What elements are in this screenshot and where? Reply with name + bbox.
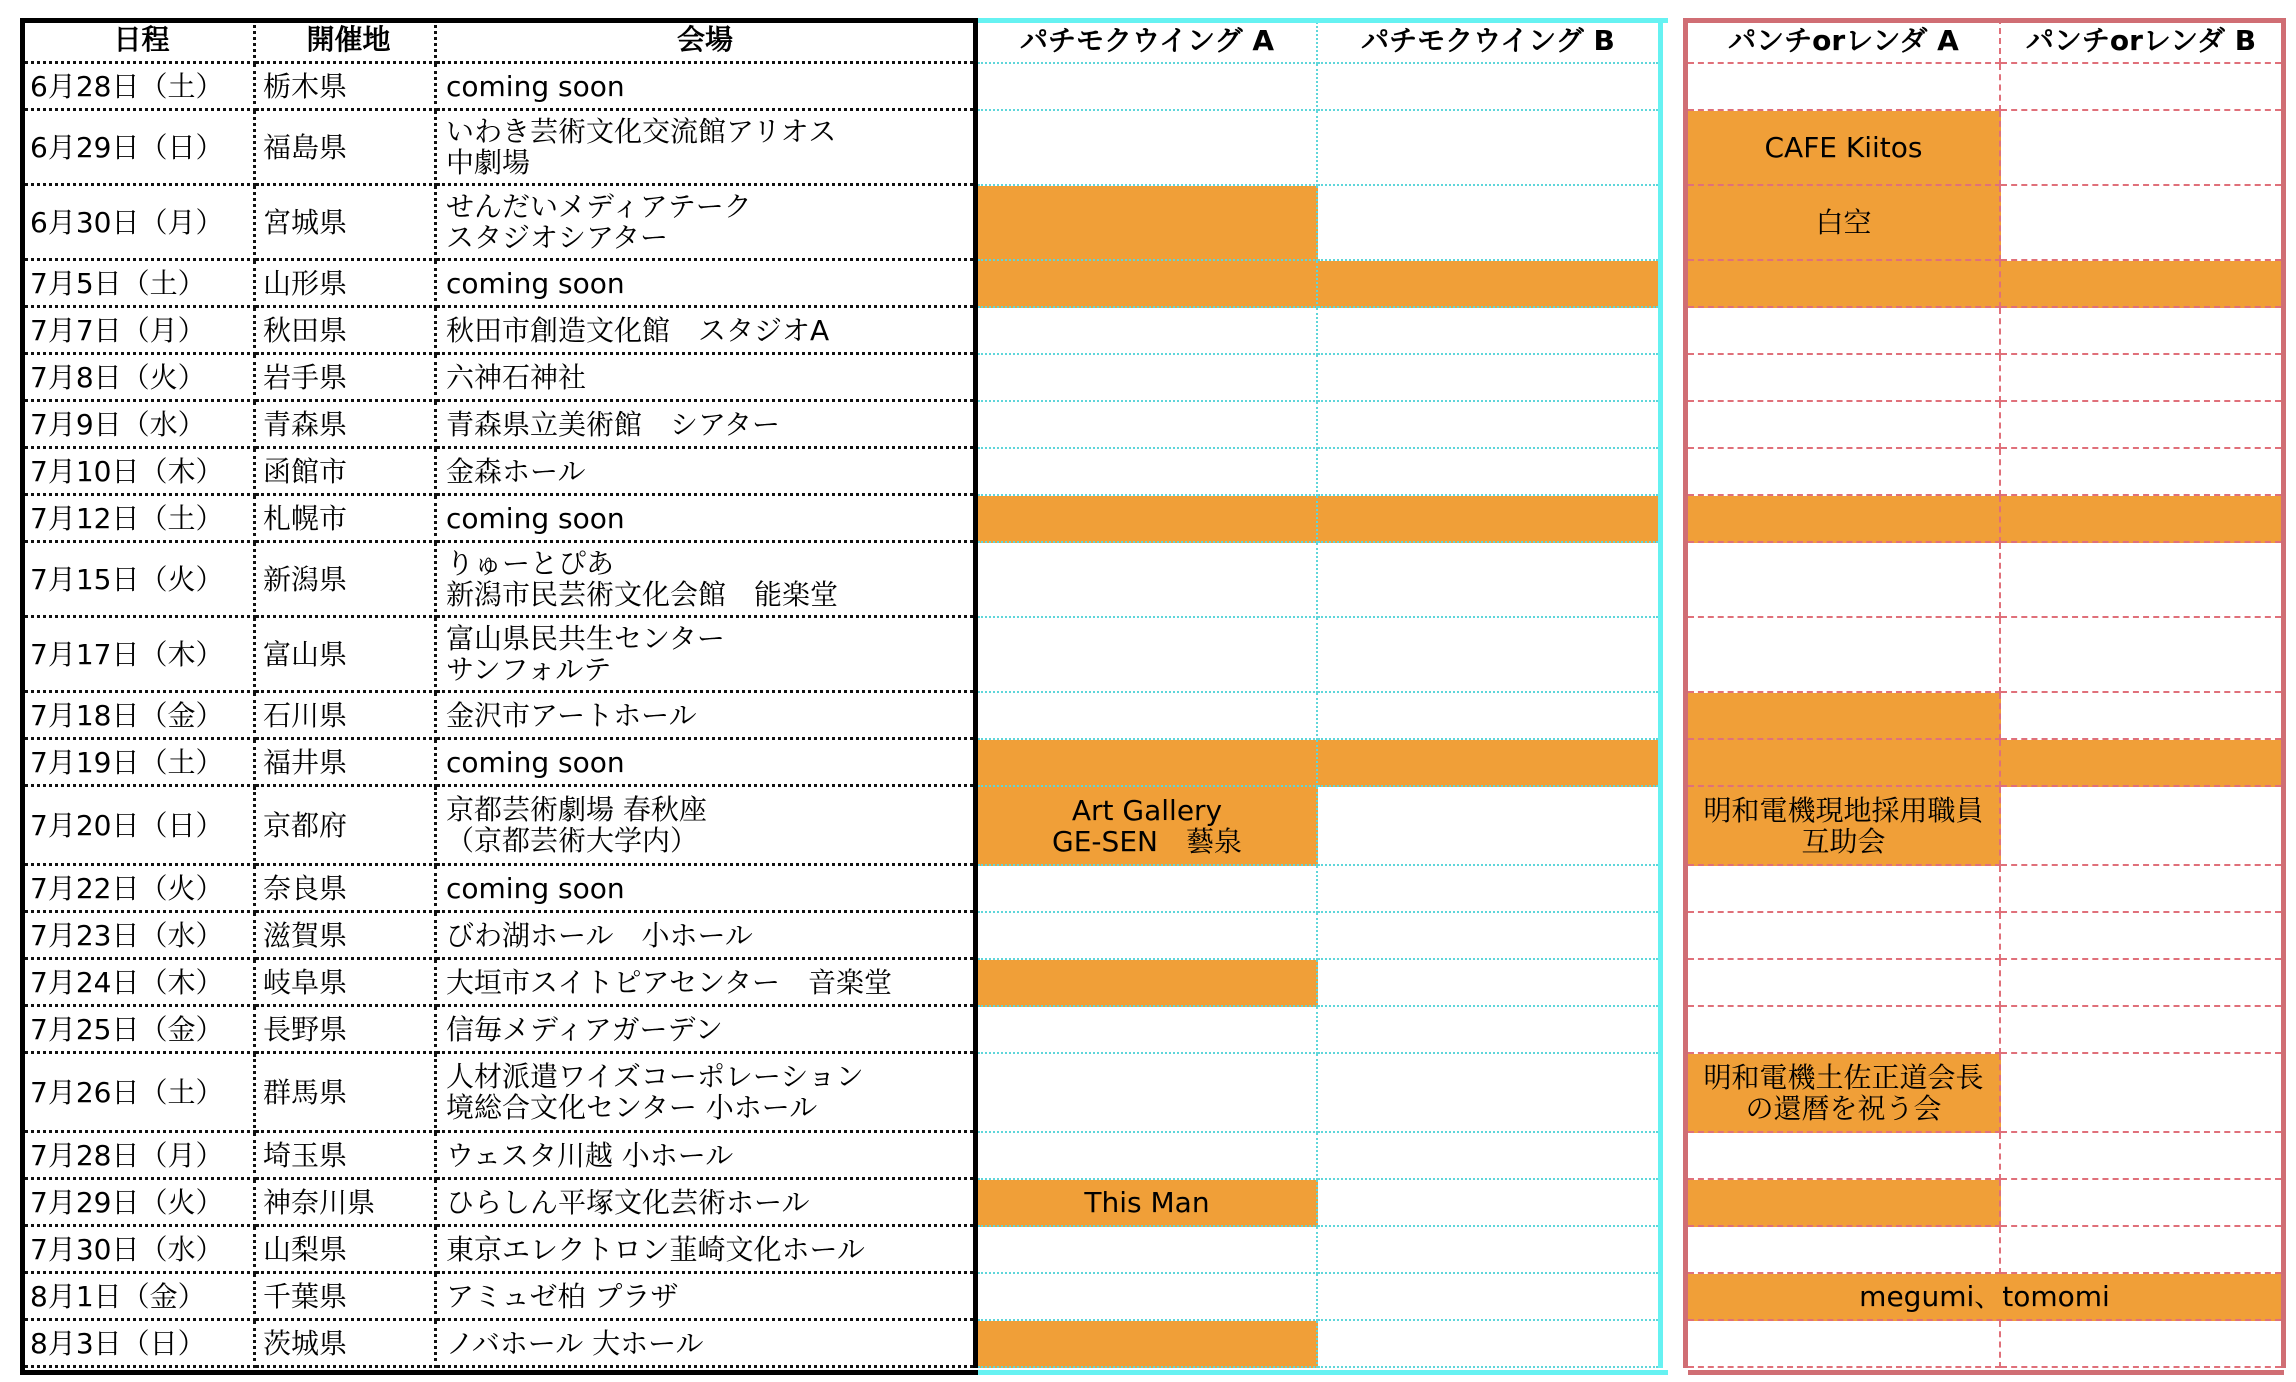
divider-punch-right (2281, 18, 2286, 1368)
row-venue-text: りゅーとぴあ 新潟市民芸術文化会館 能楽堂 (446, 547, 839, 611)
header-prefecture: 開催地 (256, 18, 437, 64)
row-venue (437, 355, 973, 402)
pachimoku-b-cell (1318, 1274, 1658, 1321)
row-venue-text: 六神石神社 (446, 360, 587, 394)
row-date: 7月28日（月） (20, 1133, 256, 1180)
row-prefecture: 京都府 (256, 787, 437, 866)
pachimoku-b-cell (1318, 64, 1658, 111)
row-venue-text: 京都芸術劇場 春秋座 （京都芸術大学内） (446, 793, 707, 857)
pachimoku-b-cell (1318, 740, 1658, 787)
pachimoku-a-cell (978, 693, 1318, 740)
punch-a-cell (1688, 496, 2001, 543)
row-date: 7月24日（木） (20, 960, 256, 1007)
row-date: 7月22日（火） (20, 866, 256, 913)
row-prefecture: 神奈川県 (256, 1180, 437, 1227)
frame-top-main (20, 18, 978, 23)
pachimoku-b-cell (1318, 693, 1658, 740)
row-venue (437, 402, 973, 449)
pachimoku-a-cell (978, 449, 1318, 496)
pachimoku-a-cell (978, 866, 1318, 913)
punch-b-cell (2001, 960, 2281, 1007)
punch-a-cell (1688, 1007, 2001, 1054)
row-venue (437, 866, 973, 913)
pachimoku-b-cell (1318, 1321, 1658, 1368)
row-venue (437, 111, 973, 186)
row-venue (437, 1274, 973, 1321)
row-venue-text: 大垣市スイトピアセンター 音楽堂 (446, 965, 893, 999)
row-venue (437, 1054, 973, 1133)
row-prefecture: 新潟県 (256, 543, 437, 618)
row-venue (437, 740, 973, 787)
frame-bottom-punch (1688, 1370, 2284, 1375)
punch-a-cell (1688, 1321, 2001, 1368)
frame-bottom-main (20, 1370, 978, 1375)
row-date: 7月23日（水） (20, 913, 256, 960)
frame-bottom-pachimoku (978, 1370, 1668, 1375)
row-prefecture: 岩手県 (256, 355, 437, 402)
row-date: 7月19日（土） (20, 740, 256, 787)
row-venue-text: 金森ホール (446, 454, 586, 488)
punch-a-cell: 明和電機現地採用職員 互助会 (1688, 787, 2001, 866)
punch-a-cell (1688, 543, 2001, 618)
pachimoku-a-cell: This Man (978, 1180, 1318, 1227)
punch-a-cell (1688, 740, 2001, 787)
row-venue (437, 1133, 973, 1180)
pachimoku-b-cell (1318, 402, 1658, 449)
row-venue-text: アミュゼ柏 プラザ (446, 1279, 679, 1313)
pachimoku-b-cell (1318, 960, 1658, 1007)
pachimoku-a-cell (978, 402, 1318, 449)
row-date: 7月5日（土） (20, 261, 256, 308)
pachimoku-b-cell (1318, 787, 1658, 866)
punch-b-cell (2001, 1180, 2281, 1227)
row-venue (437, 449, 973, 496)
row-venue (437, 913, 973, 960)
row-venue-text: 富山県民共生センター サンフォルテ (446, 622, 725, 686)
punch-b-cell (2001, 261, 2281, 308)
punch-a-cell (1688, 1180, 2001, 1227)
row-prefecture: 石川県 (256, 693, 437, 740)
row-venue-text: びわ湖ホール 小ホール (446, 918, 753, 952)
row-date: 7月8日（火） (20, 355, 256, 402)
row-venue-text: 青森県立美術館 シアター (446, 407, 781, 441)
row-prefecture: 函館市 (256, 449, 437, 496)
row-date: 7月18日（金） (20, 693, 256, 740)
row-prefecture: 秋田県 (256, 308, 437, 355)
punch-b-cell (2001, 543, 2281, 618)
row-venue-text: ノバホール 大ホール (446, 1326, 704, 1360)
row-venue-text: ウェスタ川越 小ホール (446, 1138, 734, 1172)
punch-a-cell (1688, 1133, 2001, 1180)
row-prefecture: 福島県 (256, 111, 437, 186)
punch-a-cell (1688, 913, 2001, 960)
header-punch-a: パンチorレンダ A (1688, 18, 2001, 64)
pachimoku-a-cell (978, 261, 1318, 308)
punch-a-cell (1688, 1227, 2001, 1274)
row-venue-text: ひらしん平塚文化芸術ホール (446, 1185, 810, 1219)
row-venue (437, 64, 973, 111)
row-venue (437, 618, 973, 693)
pachimoku-a-cell (978, 355, 1318, 402)
punch-ab-cell: megumi、tomomi (1688, 1274, 2281, 1321)
row-prefecture: 富山県 (256, 618, 437, 693)
pachimoku-a-cell (978, 913, 1318, 960)
pachimoku-a-cell (978, 543, 1318, 618)
punch-a-cell (1688, 618, 2001, 693)
row-date: 6月30日（月） (20, 186, 256, 261)
pachimoku-a-cell (978, 960, 1318, 1007)
row-prefecture: 茨城県 (256, 1321, 437, 1368)
header-punch-b: パンチorレンダ B (2001, 18, 2281, 64)
row-date: 7月30日（水） (20, 1227, 256, 1274)
row-venue (437, 1321, 973, 1368)
punch-a-cell (1688, 308, 2001, 355)
punch-b-cell (2001, 308, 2281, 355)
punch-a-cell (1688, 355, 2001, 402)
frame-top-punch (1688, 18, 2284, 23)
punch-b-cell (2001, 913, 2281, 960)
row-date: 7月10日（木） (20, 449, 256, 496)
row-date: 7月26日（土） (20, 1054, 256, 1133)
pachimoku-a-cell (978, 740, 1318, 787)
punch-a-cell: 白空 (1688, 186, 2001, 261)
punch-b-cell (2001, 1007, 2281, 1054)
row-date: 7月15日（火） (20, 543, 256, 618)
row-venue (437, 496, 973, 543)
punch-a-cell (1688, 449, 2001, 496)
row-prefecture: 宮城県 (256, 186, 437, 261)
header-venue: 会場 (437, 18, 973, 64)
pachimoku-b-cell (1318, 1227, 1658, 1274)
row-date: 6月28日（土） (20, 64, 256, 111)
row-venue-text: いわき芸術文化交流館アリオス 中劇場 (446, 115, 837, 179)
row-venue-text: 信毎メディアガーデン (446, 1012, 723, 1046)
punch-a-cell (1688, 693, 2001, 740)
punch-b-cell (2001, 111, 2281, 186)
row-date: 7月29日（火） (20, 1180, 256, 1227)
punch-b-cell (2001, 1321, 2281, 1368)
row-prefecture: 山梨県 (256, 1227, 437, 1274)
row-venue (437, 1007, 973, 1054)
row-prefecture: 札幌市 (256, 496, 437, 543)
row-date: 7月7日（月） (20, 308, 256, 355)
row-prefecture: 青森県 (256, 402, 437, 449)
punch-a-cell (1688, 866, 2001, 913)
pachimoku-b-cell (1318, 1054, 1658, 1133)
punch-a-cell: 明和電機土佐正道会長 の還暦を祝う会 (1688, 1054, 2001, 1133)
row-venue (437, 787, 973, 866)
pachimoku-b-cell (1318, 496, 1658, 543)
punch-b-cell (2001, 402, 2281, 449)
row-venue-text: 東京エレクトロン韮崎文化ホール (446, 1232, 865, 1266)
row-venue (437, 960, 973, 1007)
header-pachimoku-a: パチモクウイング A (978, 18, 1318, 64)
row-prefecture: 滋賀県 (256, 913, 437, 960)
pachimoku-b-cell (1318, 618, 1658, 693)
punch-a-cell: CAFE Kiitos (1688, 111, 2001, 186)
row-venue-text: coming soon (446, 501, 625, 535)
row-prefecture: 長野県 (256, 1007, 437, 1054)
row-date: 7月12日（土） (20, 496, 256, 543)
header-date: 日程 (20, 18, 256, 64)
punch-b-cell (2001, 787, 2281, 866)
punch-b-cell (2001, 186, 2281, 261)
punch-b-cell (2001, 1133, 2281, 1180)
pachimoku-a-cell (978, 496, 1318, 543)
pachimoku-a-cell (978, 1054, 1318, 1133)
pachimoku-b-cell (1318, 1133, 1658, 1180)
row-venue-text: coming soon (446, 871, 625, 905)
row-venue-text: coming soon (446, 266, 625, 300)
punch-b-cell (2001, 618, 2281, 693)
row-venue-text: せんだいメディアテーク スタジオシアター (446, 190, 752, 254)
row-prefecture: 岐阜県 (256, 960, 437, 1007)
row-prefecture: 埼玉県 (256, 1133, 437, 1180)
punch-b-cell (2001, 64, 2281, 111)
row-prefecture: 福井県 (256, 740, 437, 787)
punch-a-cell (1688, 960, 2001, 1007)
row-date: 8月3日（日） (20, 1321, 256, 1368)
row-venue-text: coming soon (446, 745, 625, 779)
row-venue (437, 261, 973, 308)
punch-a-cell (1688, 64, 2001, 111)
row-prefecture: 山形県 (256, 261, 437, 308)
row-prefecture: 奈良県 (256, 866, 437, 913)
pachimoku-b-cell (1318, 308, 1658, 355)
row-date: 7月20日（日） (20, 787, 256, 866)
row-venue (437, 1227, 973, 1274)
pachimoku-a-cell (978, 111, 1318, 186)
frame-top-pachimoku (978, 18, 1668, 23)
row-venue-text: coming soon (446, 69, 625, 103)
schedule-table (20, 18, 2284, 1375)
pachimoku-b-cell (1318, 261, 1658, 308)
punch-b-cell (2001, 1054, 2281, 1133)
pachimoku-a-cell (978, 1274, 1318, 1321)
pachimoku-a-cell (978, 64, 1318, 111)
row-venue (437, 543, 973, 618)
pachimoku-a-cell (978, 308, 1318, 355)
punch-b-cell (2001, 496, 2281, 543)
pachimoku-b-cell (1318, 355, 1658, 402)
pachimoku-a-cell (978, 1321, 1318, 1368)
divider-pachimoku-right (1658, 18, 1663, 1368)
punch-b-cell (2001, 449, 2281, 496)
pachimoku-b-cell (1318, 1007, 1658, 1054)
row-venue (437, 186, 973, 261)
row-date: 7月9日（水） (20, 402, 256, 449)
pachimoku-a-cell (978, 1227, 1318, 1274)
pachimoku-b-cell (1318, 913, 1658, 960)
row-date: 6月29日（日） (20, 111, 256, 186)
punch-b-cell (2001, 693, 2281, 740)
punch-b-cell (2001, 740, 2281, 787)
row-venue (437, 1180, 973, 1227)
punch-b-cell (2001, 1227, 2281, 1274)
pachimoku-a-cell (978, 1133, 1318, 1180)
pachimoku-b-cell (1318, 449, 1658, 496)
row-venue (437, 693, 973, 740)
row-date: 7月25日（金） (20, 1007, 256, 1054)
pachimoku-b-cell (1318, 186, 1658, 261)
pachimoku-b-cell (1318, 111, 1658, 186)
header-pachimoku-b: パチモクウイング B (1318, 18, 1658, 64)
pachimoku-b-cell (1318, 543, 1658, 618)
row-date: 8月1日（金） (20, 1274, 256, 1321)
pachimoku-a-cell (978, 1007, 1318, 1054)
row-venue-text: 人材派遣ワイズコーポレーション 境総合文化センター 小ホール (446, 1060, 864, 1124)
pachimoku-b-cell (1318, 866, 1658, 913)
punch-a-cell (1688, 261, 2001, 308)
punch-b-cell (2001, 355, 2281, 402)
row-venue (437, 308, 973, 355)
row-prefecture: 千葉県 (256, 1274, 437, 1321)
punch-b-cell (2001, 866, 2281, 913)
frame-left (20, 18, 25, 1375)
row-prefecture: 群馬県 (256, 1054, 437, 1133)
pachimoku-b-cell (1318, 1180, 1658, 1227)
pachimoku-a-cell (978, 186, 1318, 261)
row-prefecture: 栃木県 (256, 64, 437, 111)
punch-a-cell (1688, 402, 2001, 449)
row-venue-text: 秋田市創造文化館 スタジオA (446, 313, 830, 347)
pachimoku-a-cell: Art Gallery GE-SEN 藝泉 (978, 787, 1318, 866)
row-venue-text: 金沢市アートホール (446, 698, 697, 732)
pachimoku-a-cell (978, 618, 1318, 693)
row-date: 7月17日（木） (20, 618, 256, 693)
